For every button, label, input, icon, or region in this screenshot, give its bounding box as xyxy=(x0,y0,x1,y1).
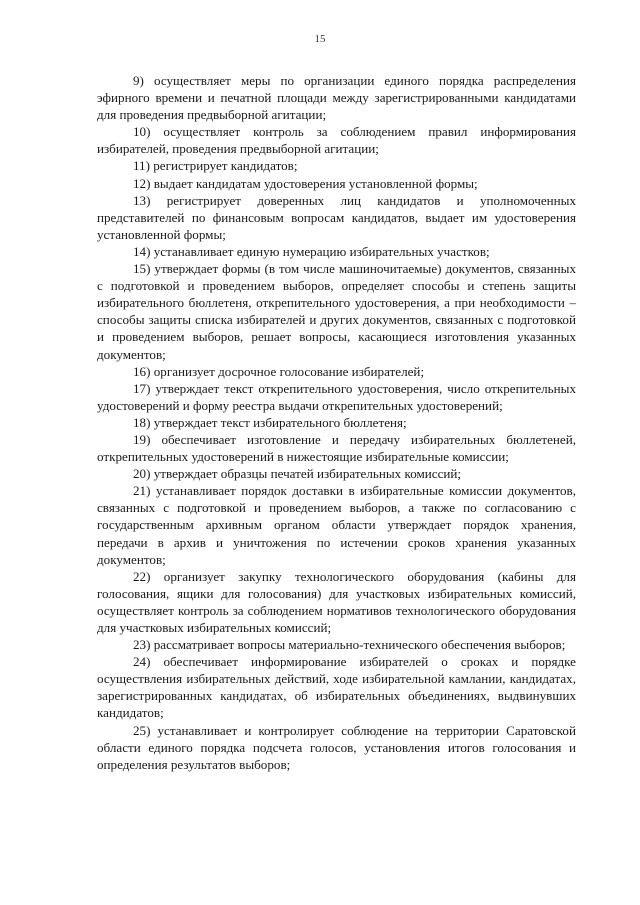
list-item-22: 22) организует закупку технологического оборудования (кабины для голосования, ящики для голосования) для участковых избирательных комиссий, осуществляет контроль за соблюдением нормативов технологического оборудования для участковых избирательных комиссий; xyxy=(97,568,576,635)
list-item-18: 18) утверждает текст избирательного бюллетеня; xyxy=(133,414,407,430)
list-item-21: 21) устанавливает порядок доставки в избирательные комиссии документов, связанных с подготовкой и проведением выборов, а также по согласованию с государственным архивным органом области утверждает порядок хранения, передачи в архив и уничтожения по истечении сроков хранения указанных документов; xyxy=(97,483,576,567)
list-item-13: 13) регистрирует доверенных лиц кандидатов и уполномоченных представителей по финансовым вопросам кандидатов, выдает им удостоверения установленной формы; xyxy=(97,192,576,242)
list-item-20: 20) утверждает образцы печатей избирательных комиссий; xyxy=(133,466,462,482)
list-item-15: 15) утверждает формы (в том числе машиночитаемые) документов, связанных с подготовкой и проведением выборов, определяет способы и степень защиты избирательного бюллетеня, открепительного удостоверения, а при необходимости – способы защиты списка избирателей и других документов, связанных с подготовкой и проведением выборов, решает вопросы, касающиеся изготовления указанных документов; xyxy=(97,261,576,362)
list-item-16: 16) организует досрочное голосование избирателей; xyxy=(133,363,425,379)
list-item-11: 11) регистрирует кандидатов; xyxy=(133,158,298,174)
list-item-19: 19) обеспечивает изготовление и передачу избирательных бюллетеней, открепительных удостоверений в нижестоящие избирательные комиссии; xyxy=(97,431,576,465)
list-item-24: 24) обеспечивает информирование избирателей о сроках и порядке осуществления избирательных действий, ходе избирательной камлании, кандидатах, зарегистрированных кандидатах, об избирательных объединениях, выдвинувших кандидатов; xyxy=(97,654,576,721)
list-item-9: 9) осуществляет меры по организации единого порядка распределения эфирного времени и печатной площади между зарегистрированными кандидатами для проведения предвыборной агитации; xyxy=(97,73,576,123)
page-number: 15 xyxy=(314,33,326,45)
document-body xyxy=(97,72,576,773)
list-item-12: 12) выдает кандидатам удостоверения установленной формы; xyxy=(133,175,478,191)
list-item-14: 14) устанавливает единую нумерацию избирательных участков; xyxy=(133,243,490,259)
list-item-25: 25) устанавливает и контролирует соблюдение на территории Саратовской области единого порядка подсчета голосов, установления итогов голосования и определения результатов выборов; xyxy=(97,722,576,772)
list-item-23: 23) рассматривает вопросы материально-технического обеспечения выборов; xyxy=(133,637,566,653)
list-item-17: 17) утверждает текст открепительного удостоверения, число открепительных удостоверений и форму реестра выдачи открепительных удостоверений; xyxy=(97,380,576,413)
list-item-10: 10) осуществляет контроль за соблюдением правил информирования избирателей, проведения предвыборной агитации; xyxy=(97,124,576,157)
